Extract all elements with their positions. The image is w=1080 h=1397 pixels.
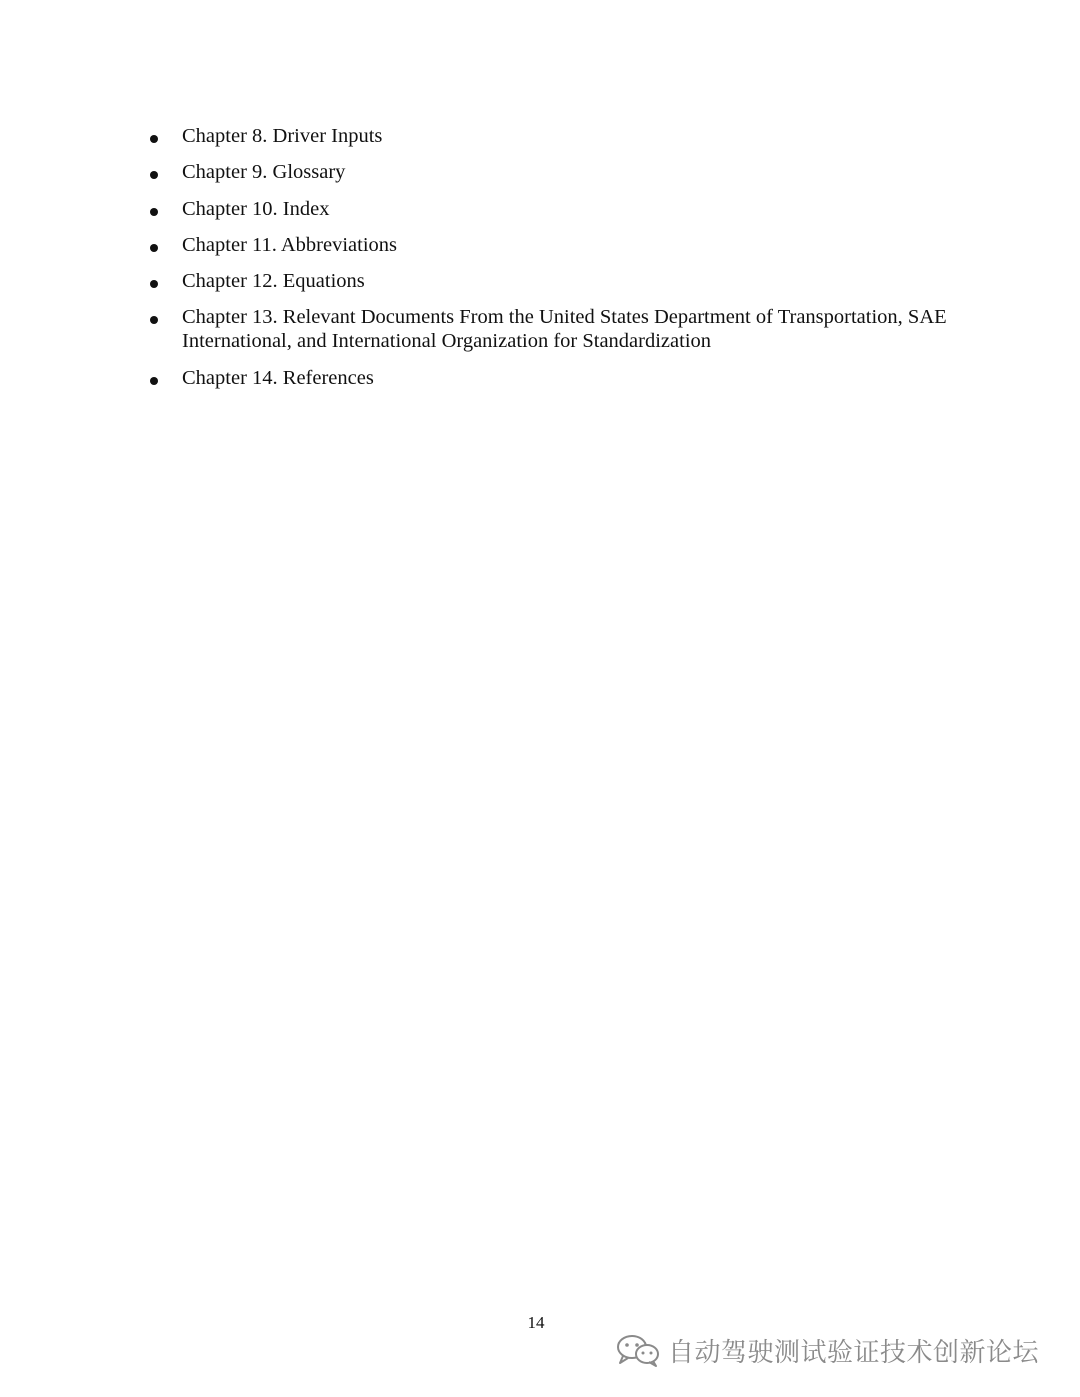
bullet-icon [150,377,158,385]
chapter-item-13 [0,305,1080,353]
chapter-item-11 [0,233,1080,257]
chapter-item-10 [0,197,1080,221]
chapter-item-9 [0,160,1080,184]
chapter-item-label: Chapter 10. Index [182,197,330,220]
bullet-icon [150,208,158,216]
bullet-icon [150,244,158,252]
bullet-icon [150,135,158,143]
chapter-item-label: Chapter 8. Driver Inputs [182,125,383,147]
bullet-icon [150,280,158,288]
chapter-item-14 [0,366,1080,390]
chapter-item-label: Chapter 11. Abbreviations [182,233,398,256]
chapter-item-8 [0,124,1080,148]
chapter-item-label: Chapter 9. Glossary [182,161,346,184]
page-number: 14 [527,1313,545,1332]
watermark [614,1330,1039,1370]
chapter-item-12 [0,269,1080,293]
wechat-icon [614,1332,662,1368]
bullet-icon [150,171,158,179]
chapter-item-label: Chapter 12. Equations [182,270,365,293]
chapter-list [0,124,1080,402]
bullet-icon [150,316,158,324]
watermark-text: 自动驾驶测试验证技术创新论坛 [668,1337,1040,1368]
chapter-item-label: Chapter 14. References [182,366,374,389]
chapter-item-label: Chapter 13. Relevant Documents From the United States Department of Transportation, SAE International, and International Organization for Standardization [182,306,947,353]
